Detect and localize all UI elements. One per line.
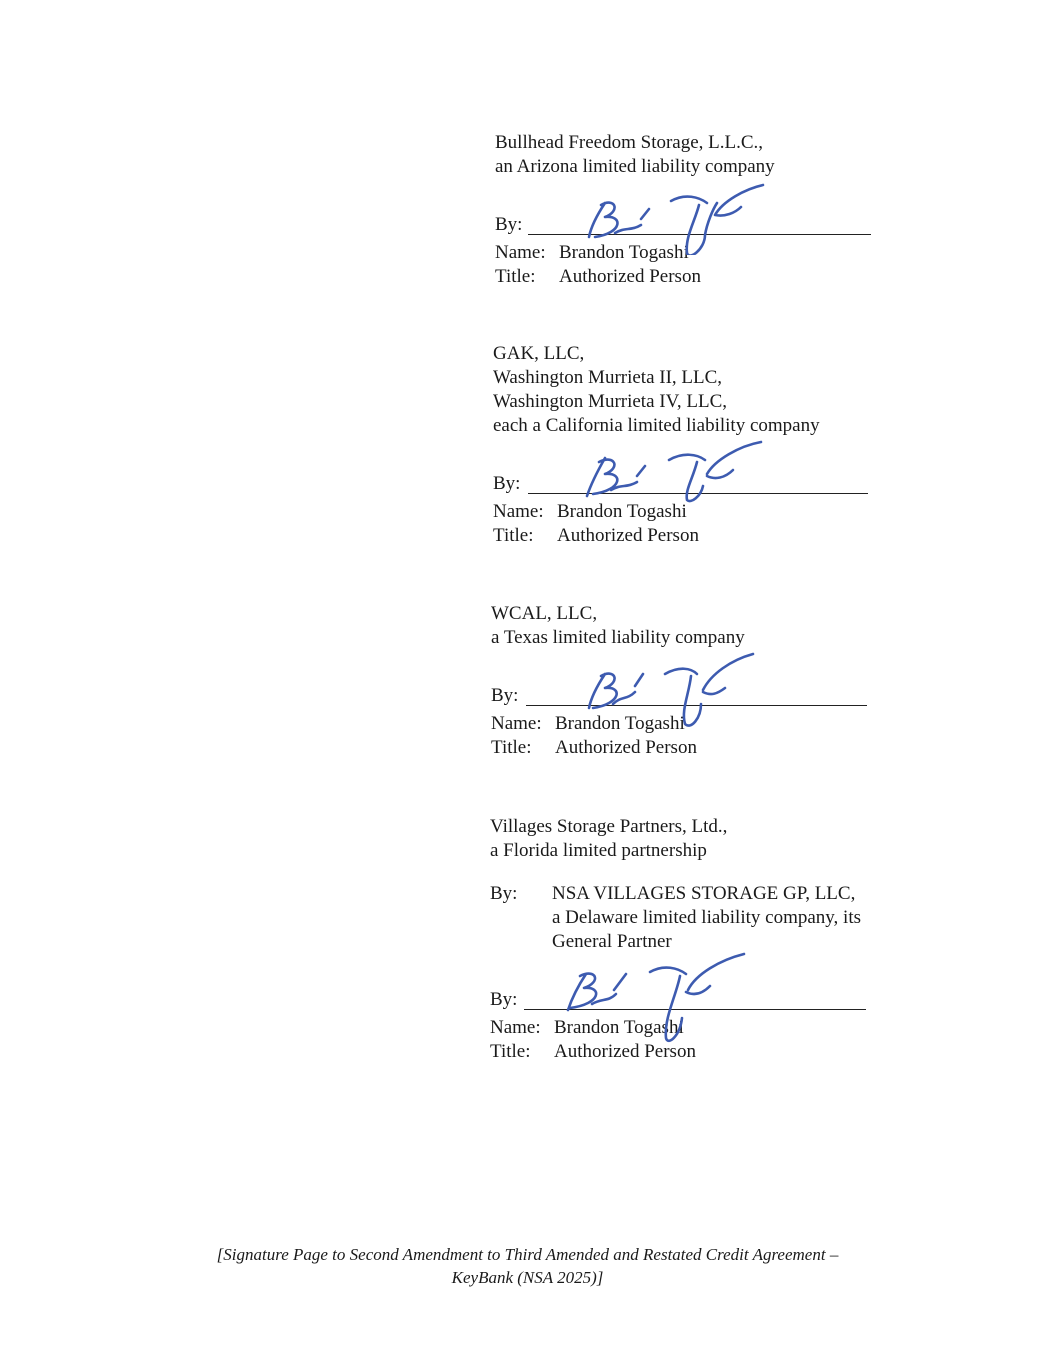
signatory-name: Brandon Togashi xyxy=(557,501,687,522)
signature-block-villages xyxy=(490,815,861,1064)
footer-line-2: KeyBank (NSA 2025)] xyxy=(451,1268,604,1287)
by-label: By: xyxy=(495,214,523,235)
signature-line xyxy=(491,678,745,708)
signature-page-footer xyxy=(0,1243,1055,1289)
signatory-name: Brandon Togashi xyxy=(554,1017,684,1038)
signature-block-bullhead xyxy=(495,131,775,289)
name-label: Name: xyxy=(493,501,544,522)
handwritten-signature xyxy=(577,644,777,734)
general-partner-block xyxy=(490,882,861,954)
handwritten-signature xyxy=(575,175,775,255)
entity-name: GAK, LLC, xyxy=(493,343,585,364)
signatory-name: Brandon Togashi xyxy=(555,713,685,734)
signature-line xyxy=(490,982,861,1012)
general-partner-role: General Partner xyxy=(552,931,672,952)
signature-block-gak xyxy=(493,342,820,548)
name-label: Name: xyxy=(490,1017,541,1038)
title-label: Title: xyxy=(493,525,534,546)
entity-name: Washington Murrieta IV, LLC, xyxy=(493,391,728,412)
entity-description: an Arizona limited liability company xyxy=(495,156,775,177)
entity-name: WCAL, LLC, xyxy=(491,603,598,624)
entity-name: Bullhead Freedom Storage, L.L.C., xyxy=(495,132,764,153)
name-label: Name: xyxy=(491,713,542,734)
entity-description: a Florida limited partnership xyxy=(490,840,707,861)
general-partner-description: a Delaware limited liability company, its xyxy=(552,907,862,928)
signatory-title: Authorized Person xyxy=(555,737,697,758)
entity-name: Villages Storage Partners, Ltd., xyxy=(490,816,728,837)
by-label: By: xyxy=(493,473,521,494)
signature-block-wcal xyxy=(491,602,745,760)
title-label: Title: xyxy=(495,266,536,287)
by-label: By: xyxy=(490,883,518,904)
general-partner-name: NSA VILLAGES STORAGE GP, LLC, xyxy=(552,883,856,904)
signatory-title: Authorized Person xyxy=(554,1041,696,1062)
entity-description: each a California limited liability company xyxy=(493,415,820,436)
footer-line-1: [Signature Page to Second Amendment to Third Amended and Restated Credit Agreement – xyxy=(216,1245,839,1264)
signature-line xyxy=(495,207,775,237)
entity-name: Washington Murrieta II, LLC, xyxy=(493,367,723,388)
signatory-name: Brandon Togashi xyxy=(559,242,689,263)
handwritten-signature xyxy=(556,946,756,1046)
by-label: By: xyxy=(490,989,518,1010)
entity-description: a Texas limited liability company xyxy=(491,627,745,648)
name-label: Name: xyxy=(495,242,546,263)
by-label: By: xyxy=(491,685,519,706)
signatory-title: Authorized Person xyxy=(559,266,701,287)
title-label: Title: xyxy=(490,1041,531,1062)
signature-line xyxy=(493,466,820,496)
handwritten-signature xyxy=(575,434,775,514)
title-label: Title: xyxy=(491,737,532,758)
signatory-title: Authorized Person xyxy=(557,525,699,546)
